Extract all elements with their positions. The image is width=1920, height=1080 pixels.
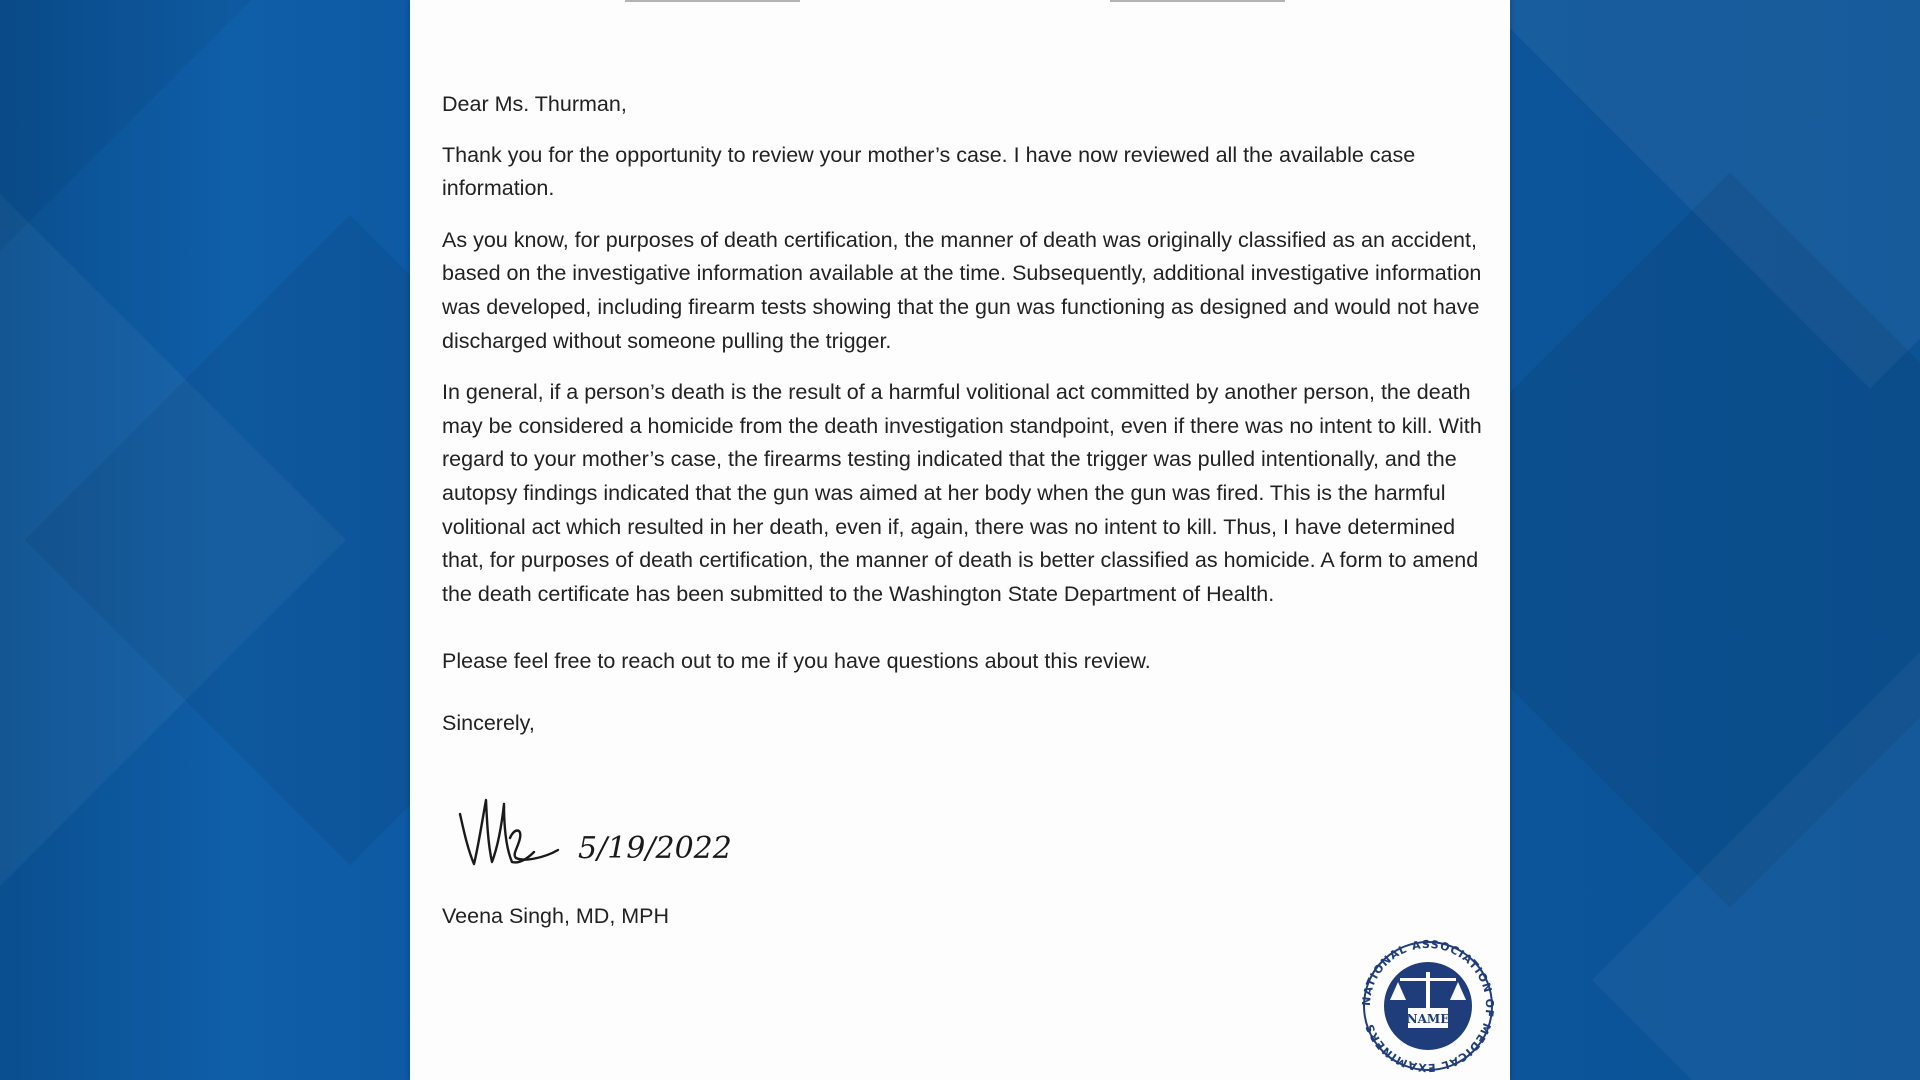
signature-stroke	[460, 800, 534, 864]
signer-name: Veena Singh, MD, MPH	[442, 904, 670, 928]
header-line	[1110, 0, 1285, 2]
closing-paragraph: Please feel free to reach out to me if you have questions about this review.	[442, 649, 1151, 674]
paragraph-1: Thank you for the opportunity to review your mother’s case. I have now reviewed all the available case information.	[442, 142, 1416, 201]
letter-page	[410, 0, 1510, 1080]
signature-stroke	[510, 831, 558, 860]
medical-examiners-seal	[1348, 938, 1508, 1073]
greeting: Dear Ms. Thurman,	[442, 92, 627, 116]
handwritten-signature	[454, 792, 754, 872]
paragraph-2: As you know, for purposes of death certification, the manner of death was originally classified as an accident, based on the investigative information available at the time. Subsequently, additional investigative information was developed, including firearm tests showing that the gun was functioning as designed and would not have discharged without someone pulling the trigger.	[442, 227, 1482, 353]
seal-monogram: NAME	[1406, 1012, 1450, 1026]
paragraph-3: In general, if a person’s death is the result of a harmful volitional act committed by another person, the death may be considered a homicide from the death investigation standpoint, even if there was no intent to kill. With regard to your mother’s case, the firearms testing indicated that the trigger was pulled intentionally, and the autopsy findings indicated that the gun was aimed at her body when the gun was fired. This is the harmful volitional act which resulted in her death, even if, again, there was no intent to kill. Thus, I have determined that, for purposes of death certification, the manner of death is better classified as homicide. A form to amend the death certificate has been submitted to the Washington State Department of Health.	[442, 380, 1482, 606]
signoff: Sincerely,	[442, 710, 535, 735]
header-line	[625, 0, 800, 2]
seal-text: NATIONAL ASSOCIATION OF MEDICAL EXAMINERS	[1359, 938, 1497, 1073]
letter-body	[442, 88, 1502, 741]
signature-date: 5/19/2022	[578, 831, 732, 866]
